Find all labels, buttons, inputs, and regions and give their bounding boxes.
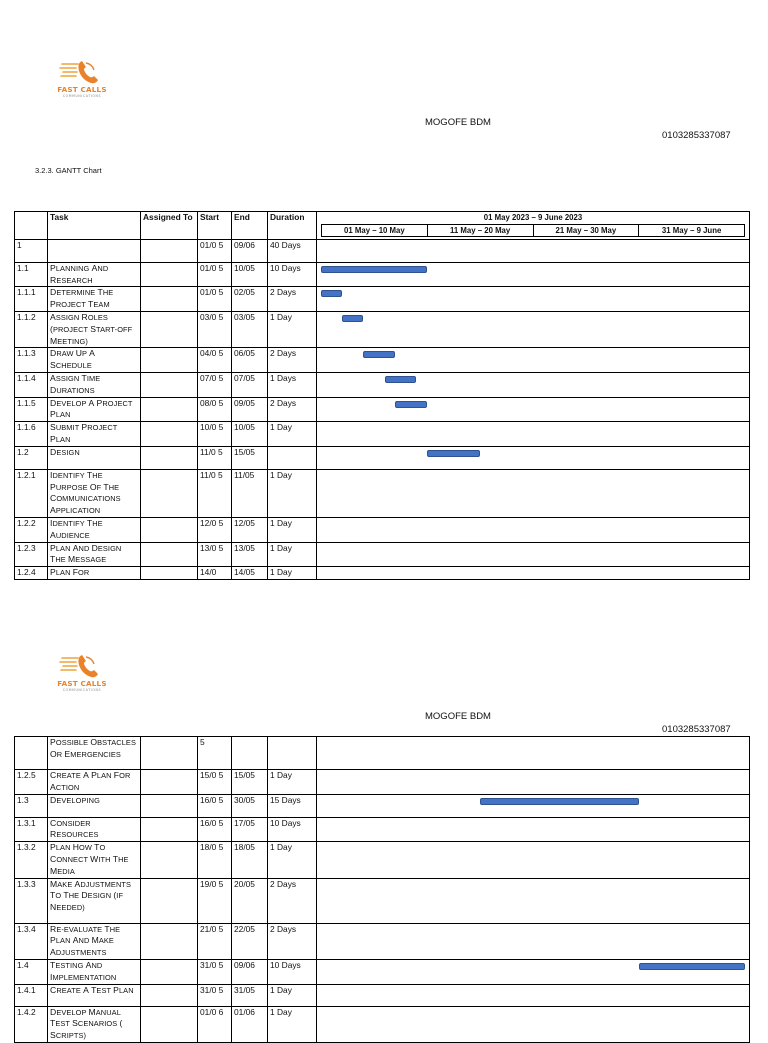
timeline-cell — [317, 422, 750, 447]
task-id: 1.1.4 — [15, 372, 48, 397]
gantt-bar — [427, 450, 480, 457]
table-row — [15, 567, 750, 580]
table-row — [15, 794, 750, 817]
phone-logo-icon — [52, 652, 112, 680]
phone-logo-icon — [52, 58, 112, 86]
table-row — [15, 923, 750, 959]
col-start-header: Start — [198, 212, 232, 240]
start-date: 31/0 5 — [198, 959, 232, 984]
gantt-bar — [385, 376, 417, 383]
end-date: 15/05 — [232, 770, 268, 795]
table-row — [15, 737, 750, 770]
task-name: POSSIBLE OBSTACLES OR EMERGENCIES — [48, 737, 141, 770]
task-id: 1 — [15, 239, 48, 262]
end-date: 02/05 — [232, 287, 268, 312]
assigned-to — [141, 923, 198, 959]
task-id: 1.1.3 — [15, 348, 48, 373]
duration: 1 Day — [268, 422, 317, 447]
task-id: 1.3 — [15, 794, 48, 817]
gantt-bar — [321, 290, 342, 297]
timeline-cell — [317, 770, 750, 795]
brand-name: FAST CALLS — [57, 85, 107, 94]
end-date: 14/05 — [232, 567, 268, 580]
duration: 2 Days — [268, 348, 317, 373]
end-date: 22/05 — [232, 923, 268, 959]
timeline-cell — [317, 959, 750, 984]
table-row — [15, 959, 750, 984]
duration: 2 Days — [268, 923, 317, 959]
assigned-to — [141, 372, 198, 397]
brand-name: FAST CALLS — [57, 679, 107, 688]
task-name: DEVELOP MANUAL TEST SCENARIOS ( SCRIPTS) — [48, 1006, 141, 1042]
task-id: 1.3.1 — [15, 817, 48, 842]
assigned-to — [141, 842, 198, 878]
duration: 1 Day — [268, 469, 317, 517]
assigned-to — [141, 959, 198, 984]
task-id: 1.1.5 — [15, 397, 48, 422]
gantt-table-page2 — [14, 736, 750, 1043]
assigned-to — [141, 794, 198, 817]
duration: 15 Days — [268, 794, 317, 817]
duration: 1 Day — [268, 842, 317, 878]
task-id: 1.1.6 — [15, 422, 48, 447]
assigned-to — [141, 446, 198, 469]
timeline-cell — [317, 348, 750, 373]
end-date: 10/05 — [232, 262, 268, 287]
task-id: 1.3.2 — [15, 842, 48, 878]
end-date: 20/05 — [232, 878, 268, 923]
table-row — [15, 446, 750, 469]
task-id: 1.2.3 — [15, 542, 48, 567]
start-date: 04/0 5 — [198, 348, 232, 373]
timeline-cell — [317, 517, 750, 542]
end-date: 10/05 — [232, 422, 268, 447]
start-date: 5 — [198, 737, 232, 770]
timeline-cell — [317, 737, 750, 770]
period-4: 31 May – 9 June — [661, 225, 722, 235]
period-2: 11 May – 20 May — [428, 225, 534, 236]
end-date: 07/05 — [232, 372, 268, 397]
student-number: 0103285337087 — [662, 130, 731, 141]
duration: 1 Day — [268, 984, 317, 1006]
timeline-cell — [317, 923, 750, 959]
task-name: RE-EVALUATE THE PLAN AND MAKE ADJUSTMENTS — [48, 923, 141, 959]
end-date: 09/06 — [232, 959, 268, 984]
assigned-to — [141, 878, 198, 923]
assigned-to — [141, 239, 198, 262]
task-name: DRAW UP A SCHEDULE — [48, 348, 141, 373]
end-date: 13/05 — [232, 542, 268, 567]
start-date: 01/0 6 — [198, 1006, 232, 1042]
end-date: 09/06 — [232, 239, 268, 262]
assigned-to — [141, 311, 198, 347]
end-date: 03/05 — [232, 311, 268, 347]
col-end-header: End — [232, 212, 268, 240]
assigned-to — [141, 567, 198, 580]
task-name: ASSIGN ROLES (PROJECT START-OFF MEETING) — [48, 311, 141, 347]
duration — [268, 737, 317, 770]
timeline-cell — [317, 239, 750, 262]
table-row — [15, 422, 750, 447]
timeline-cell — [317, 287, 750, 312]
start-date: 07/0 5 — [198, 372, 232, 397]
end-date: 01/06 — [232, 1006, 268, 1042]
duration: 2 Days — [268, 287, 317, 312]
start-date: 21/0 5 — [198, 923, 232, 959]
table-row — [15, 517, 750, 542]
start-date: 16/0 5 — [198, 817, 232, 842]
task-id — [15, 737, 48, 770]
duration: 1 Day — [268, 1006, 317, 1042]
assigned-to — [141, 262, 198, 287]
gantt-table-page1 — [14, 211, 750, 580]
task-name: MAKE ADJUSTMENTS TO THE DESIGN (IF NEEDED) — [48, 878, 141, 923]
timeline-cell — [317, 311, 750, 347]
timeline-cell — [317, 469, 750, 517]
duration: 1 Day — [268, 542, 317, 567]
timeline-cell — [317, 567, 750, 580]
task-name: PLANNING AND RESEARCH — [48, 262, 141, 287]
start-date: 01/0 5 — [198, 239, 232, 262]
start-date: 01/0 5 — [198, 287, 232, 312]
assigned-to — [141, 984, 198, 1006]
timeline-cell — [317, 1006, 750, 1042]
task-name: DEVELOPING — [48, 794, 141, 817]
start-date: 11/0 5 — [198, 469, 232, 517]
task-id: 1.2.2 — [15, 517, 48, 542]
start-date: 31/0 5 — [198, 984, 232, 1006]
task-id: 1.1.2 — [15, 311, 48, 347]
table-row — [15, 397, 750, 422]
duration: 1 Day — [268, 770, 317, 795]
duration: 10 Days — [268, 817, 317, 842]
assigned-to — [141, 737, 198, 770]
task-id: 1.1 — [15, 262, 48, 287]
timeline-cell — [317, 542, 750, 567]
timeline-cell — [317, 397, 750, 422]
table-row — [15, 372, 750, 397]
student-number-page2: 0103285337087 — [662, 724, 731, 735]
task-id: 1.4 — [15, 959, 48, 984]
duration: 40 Days — [268, 239, 317, 262]
timeline-cell — [317, 446, 750, 469]
brand-subtitle: COMMUNICATIONS — [62, 94, 102, 98]
col-assigned-header: Assigned To — [141, 212, 198, 240]
task-name: DETERMINE THE PROJECT TEAM — [48, 287, 141, 312]
task-name: SUBMIT PROJECT PLAN — [48, 422, 141, 447]
task-id: 1.2.5 — [15, 770, 48, 795]
duration — [268, 446, 317, 469]
end-date: 12/05 — [232, 517, 268, 542]
table-row — [15, 770, 750, 795]
table-row — [15, 469, 750, 517]
start-date: 19/0 5 — [198, 878, 232, 923]
task-id: 1.3.4 — [15, 923, 48, 959]
table-row — [15, 1006, 750, 1042]
timeline-header — [317, 212, 750, 240]
start-date: 16/0 5 — [198, 794, 232, 817]
table-row — [15, 817, 750, 842]
gantt-bar — [480, 798, 639, 805]
assigned-to — [141, 542, 198, 567]
task-name: IDENTIFY THE PURPOSE OF THE COMMUNICATIONS APPLICATION — [48, 469, 141, 517]
start-date: 14/0 — [198, 567, 232, 580]
table-row — [15, 842, 750, 878]
duration: 2 Days — [268, 397, 317, 422]
table-row — [15, 984, 750, 1006]
start-date: 08/0 5 — [198, 397, 232, 422]
task-id: 1.2 — [15, 446, 48, 469]
task-name: TESTING AND IMPLEMENTATION — [48, 959, 141, 984]
end-date: 30/05 — [232, 794, 268, 817]
assigned-to — [141, 770, 198, 795]
timeline-cell — [317, 262, 750, 287]
duration: 10 Days — [268, 262, 317, 287]
end-date — [232, 737, 268, 770]
table-row — [15, 878, 750, 923]
company-logo-page2 — [52, 652, 112, 696]
timeline-range: 01 May 2023 – 9 June 2023 — [483, 213, 583, 222]
end-date: 17/05 — [232, 817, 268, 842]
end-date: 31/05 — [232, 984, 268, 1006]
col-duration-header: Duration — [268, 212, 317, 240]
assigned-to — [141, 422, 198, 447]
assigned-to — [141, 517, 198, 542]
section-title: 3.2.3. GANTT Chart — [35, 166, 102, 175]
start-date: 01/0 5 — [198, 262, 232, 287]
assigned-to — [141, 1006, 198, 1042]
period-1: 01 May – 10 May — [322, 225, 428, 236]
task-name — [48, 239, 141, 262]
table-row — [15, 262, 750, 287]
company-logo — [52, 58, 112, 102]
start-date: 12/0 5 — [198, 517, 232, 542]
assigned-to — [141, 397, 198, 422]
task-name: DESIGN — [48, 446, 141, 469]
task-id: 1.4.1 — [15, 984, 48, 1006]
assigned-to — [141, 287, 198, 312]
start-date: 11/0 5 — [198, 446, 232, 469]
task-id: 1.2.4 — [15, 567, 48, 580]
gantt-bar — [639, 963, 745, 970]
end-date: 09/05 — [232, 397, 268, 422]
task-name: PLAN HOW TO CONNECT WITH THE MEDIA — [48, 842, 141, 878]
col-id-header — [15, 212, 48, 240]
duration: 2 Days — [268, 878, 317, 923]
table-row — [15, 287, 750, 312]
task-name: DEVELOP A PROJECT PLAN — [48, 397, 141, 422]
end-date: 06/05 — [232, 348, 268, 373]
author-name: MOGOFE BDM — [425, 117, 491, 128]
task-name: IDENTIFY THE AUDIENCE — [48, 517, 141, 542]
timeline-cell — [317, 878, 750, 923]
end-date: 18/05 — [232, 842, 268, 878]
timeline-cell — [317, 817, 750, 842]
start-date: 18/0 5 — [198, 842, 232, 878]
task-id: 1.2.1 — [15, 469, 48, 517]
table-row — [15, 542, 750, 567]
task-id: 1.3.3 — [15, 878, 48, 923]
duration: 1 Day — [268, 567, 317, 580]
table-row — [15, 239, 750, 262]
start-date: 03/0 5 — [198, 311, 232, 347]
brand-subtitle: COMMUNICATIONS — [62, 688, 102, 692]
task-name: PLAN AND DESIGN THE MESSAGE — [48, 542, 141, 567]
task-name: ASSIGN TIME DURATIONS — [48, 372, 141, 397]
timeline-cell — [317, 794, 750, 817]
gantt-bar — [363, 351, 395, 358]
period-3: 21 May – 30 May — [534, 225, 640, 236]
end-date: 11/05 — [232, 469, 268, 517]
timeline-cell — [317, 372, 750, 397]
task-id: 1.1.1 — [15, 287, 48, 312]
duration: 1 Day — [268, 517, 317, 542]
table-header-row — [15, 212, 750, 240]
start-date: 13/0 5 — [198, 542, 232, 567]
start-date: 15/0 5 — [198, 770, 232, 795]
table-row — [15, 311, 750, 347]
gantt-bar — [395, 401, 427, 408]
task-name: PLAN FOR — [48, 567, 141, 580]
timeline-cell — [317, 842, 750, 878]
duration: 10 Days — [268, 959, 317, 984]
end-date: 15/05 — [232, 446, 268, 469]
gantt-bar — [342, 315, 363, 322]
duration: 1 Day — [268, 311, 317, 347]
timeline-periods — [321, 224, 745, 237]
task-name: CONSIDER RESOURCES — [48, 817, 141, 842]
table-row — [15, 348, 750, 373]
timeline-cell — [317, 984, 750, 1006]
col-task-header: Task — [48, 212, 141, 240]
duration: 1 Days — [268, 372, 317, 397]
assigned-to — [141, 348, 198, 373]
task-name: CREATE A TEST PLAN — [48, 984, 141, 1006]
task-id: 1.4.2 — [15, 1006, 48, 1042]
task-name: CREATE A PLAN FOR ACTION — [48, 770, 141, 795]
assigned-to — [141, 817, 198, 842]
author-name-page2: MOGOFE BDM — [425, 711, 491, 722]
assigned-to — [141, 469, 198, 517]
gantt-bar — [321, 266, 427, 273]
start-date: 10/0 5 — [198, 422, 232, 447]
